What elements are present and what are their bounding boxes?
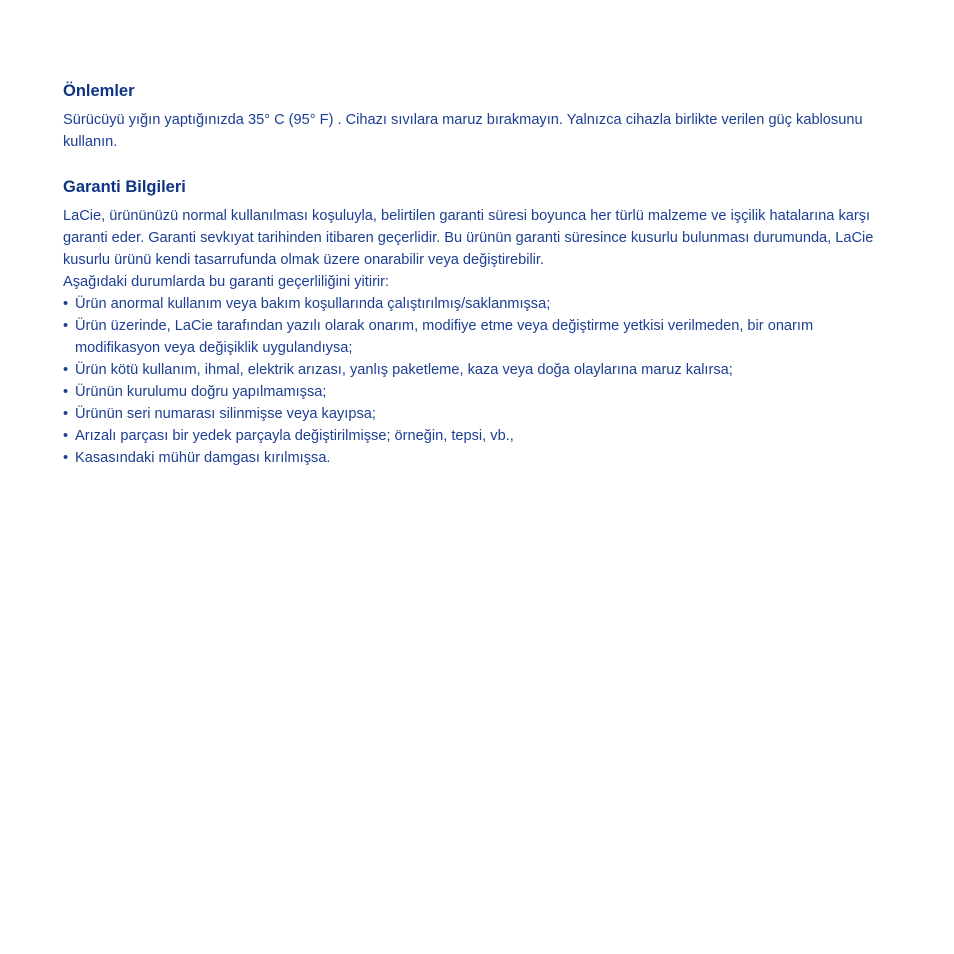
bullet-icon: •: [63, 318, 69, 334]
section-title-warranty: Garanti Bilgileri: [63, 178, 186, 196]
warranty-paragraph: LaCie, ürününüzü normal kullanılması koşuluyla, belirtilen garanti süresi boyunca her türlü malzeme ve işçilik hatalarına karşı garanti eder. Garanti sevkıyat tarihinden itibaren geçerlidir. Bu ürünün garanti süresince kusurlu bulunması durumunda, LaCie kusurlu ürünü kendi tasarrufunda olmak üzere onarabilir veya değiştirebilir.: [63, 208, 874, 268]
list-item-text: Ürünün kurulumu doğru yapılmamışsa;: [75, 384, 327, 400]
list-item-text: Arızalı parçası bir yedek parçayla değiştirilmişse; örneğin, tepsi, vb.,: [75, 428, 514, 444]
list-item: [63, 359, 883, 381]
list-item: [63, 293, 883, 315]
list-item-text: Ürün anormal kullanım veya bakım koşullarında çalıştırılmış/saklanmışsa;: [75, 296, 551, 312]
warranty-conditions-intro: Aşağıdaki durumlarda bu garanti geçerliliğini yitirir:: [63, 274, 390, 290]
bullet-icon: •: [63, 384, 69, 400]
list-item-text: Kasasındaki mühür damgası kırılmışsa.: [75, 450, 331, 466]
bullet-icon: •: [63, 428, 69, 444]
bullet-icon: •: [63, 406, 69, 422]
precautions-paragraph: Sürücüyü yığın yaptığınızda 35° C (95° F) . Cihazı sıvılara maruz bırakmayın. Yalnızca cihazla birlikte verilen güç kablosunu kullanın.: [63, 112, 863, 150]
bullet-icon: •: [63, 296, 69, 312]
warranty-exclusions-list: [63, 293, 883, 469]
list-item-text: Ürünün seri numarası silinmişse veya kayıpsa;: [75, 406, 376, 422]
section-title-precautions: Önlemler: [63, 82, 135, 100]
document-page: [63, 80, 883, 469]
list-item-text: Ürün üzerinde, LaCie tarafından yazılı olarak onarım, modifiye etme veya değiştirme yetkisi verilmeden, bir onarım modifikasyon veya değişiklik uygulandıysa;: [75, 318, 814, 356]
bullet-icon: •: [63, 450, 69, 466]
bullet-icon: •: [63, 362, 69, 378]
list-item: [63, 447, 883, 469]
list-item: [63, 315, 883, 359]
list-item: [63, 381, 883, 403]
list-item: [63, 425, 883, 447]
list-item: [63, 403, 883, 425]
list-item-text: Ürün kötü kullanım, ihmal, elektrik arızası, yanlış paketleme, kaza veya doğa olaylarına maruz kalırsa;: [75, 362, 733, 378]
